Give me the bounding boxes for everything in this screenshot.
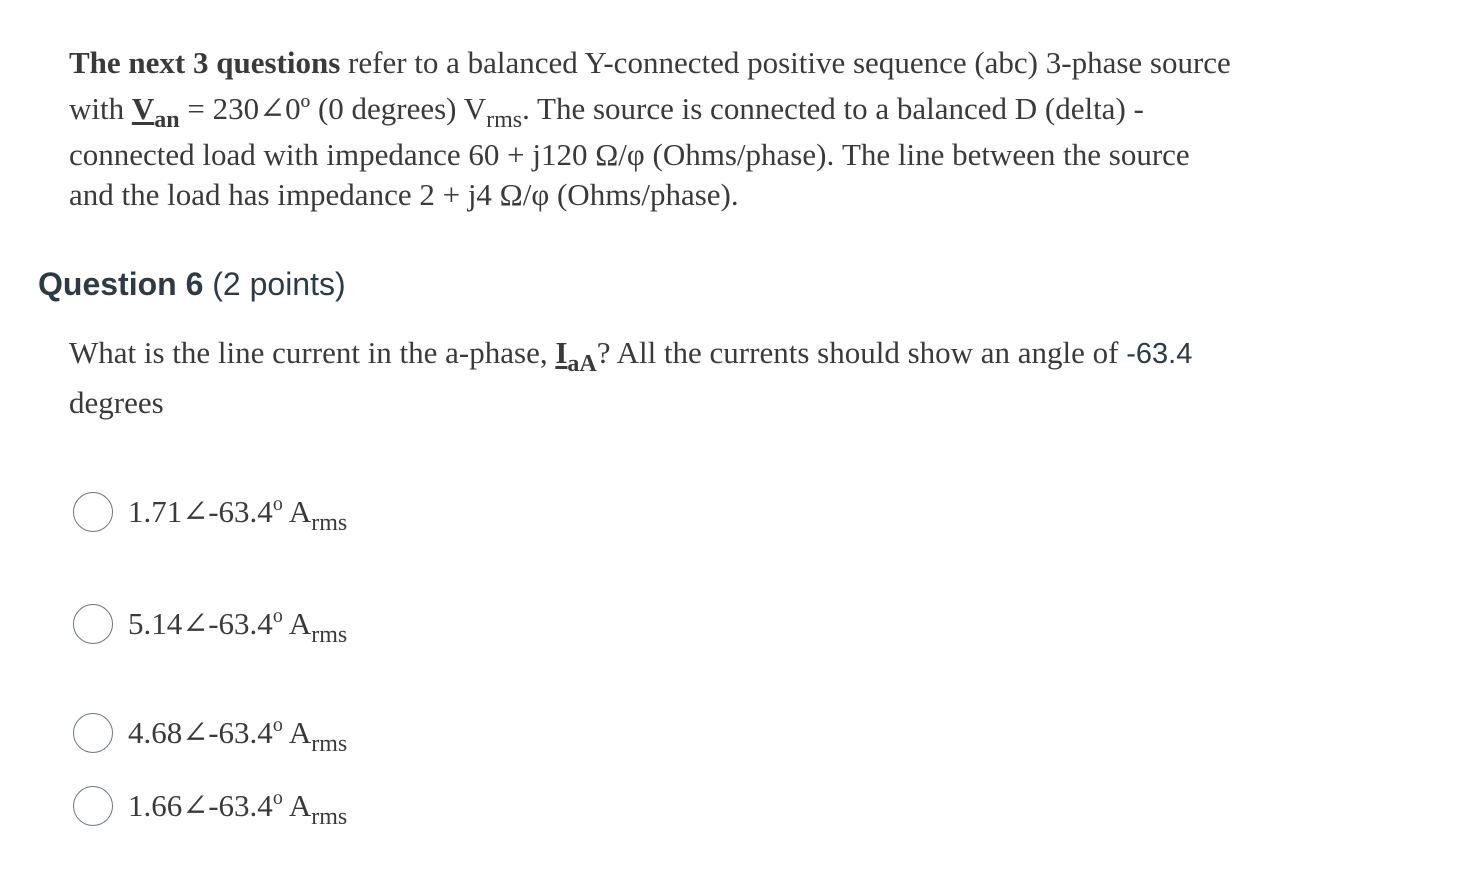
option-magnitude: 5.14 [128, 606, 183, 641]
intro-line-2 [69, 86, 1144, 132]
option-angle: ∠-63.4 [182, 606, 273, 641]
angle-value: -63.4 [1126, 338, 1193, 370]
option-unit: A [288, 715, 312, 750]
option-unit-subscript: rms [311, 731, 348, 757]
radio-button[interactable] [73, 713, 113, 753]
answer-option-label[interactable] [128, 710, 347, 756]
answer-option-label[interactable] [128, 783, 347, 829]
intro-line-4: and the load has impedance 2 + j4 Ω/φ (Ohms/phase). [69, 177, 739, 212]
intro-with: with [69, 91, 132, 126]
option-unit: A [288, 606, 312, 641]
question-line-1 [69, 330, 1192, 377]
answer-option-1[interactable] [73, 488, 347, 536]
degree-symbol: o [272, 787, 283, 809]
option-unit-subscript: rms [311, 510, 348, 536]
option-unit: A [288, 494, 312, 529]
intro-line-1 [69, 40, 1231, 86]
vrms-subscript: rms [486, 107, 523, 133]
van-symbol: V [131, 91, 155, 126]
intro-lead: The next 3 questions [69, 45, 341, 80]
van-subscript: an [154, 107, 180, 133]
answer-option-2[interactable] [73, 600, 347, 648]
current-symbol: I [555, 335, 568, 370]
radio-button[interactable] [73, 604, 113, 644]
option-magnitude: 4.68 [128, 715, 183, 750]
option-magnitude: 1.71 [128, 494, 183, 529]
answer-option-3[interactable] [73, 709, 347, 757]
question-header [38, 263, 346, 305]
option-unit-subscript: rms [311, 622, 348, 648]
question-text-part-1: What is the line current in the a-phase, [69, 335, 556, 370]
degree-symbol: o [272, 493, 283, 515]
current-subscript: aA [567, 351, 597, 377]
question-points: (2 points) [203, 266, 346, 302]
option-angle: ∠-63.4 [182, 788, 273, 823]
degree-symbol: o [272, 714, 283, 736]
van-equation: = 230∠0º (0 degrees) V [179, 91, 487, 126]
option-unit-subscript: rms [311, 804, 348, 830]
degree-symbol: o [272, 605, 283, 627]
question-title: Question 6 [38, 266, 204, 302]
answer-option-label[interactable] [128, 489, 347, 535]
intro-line-3: connected load with impedance 60 + j120 Ω/φ (Ohms/phase). The line between the source [69, 137, 1190, 172]
option-angle: ∠-63.4 [182, 715, 273, 750]
question-text-part-2: ? All the currents should show an angle of [596, 335, 1127, 370]
intro-line-2-text: . The source is connected to a balanced D (delta) - [522, 91, 1144, 126]
intro-line-1-text: refer to a balanced Y-connected positive sequence (abc) 3-phase source [340, 45, 1231, 80]
radio-button[interactable] [73, 786, 113, 826]
answer-option-label[interactable] [128, 601, 347, 647]
option-unit: A [288, 788, 312, 823]
option-magnitude: 1.66 [128, 788, 183, 823]
question-line-2: degrees [69, 385, 164, 420]
option-angle: ∠-63.4 [182, 494, 273, 529]
answer-option-4[interactable] [73, 782, 347, 830]
radio-button[interactable] [73, 492, 113, 532]
